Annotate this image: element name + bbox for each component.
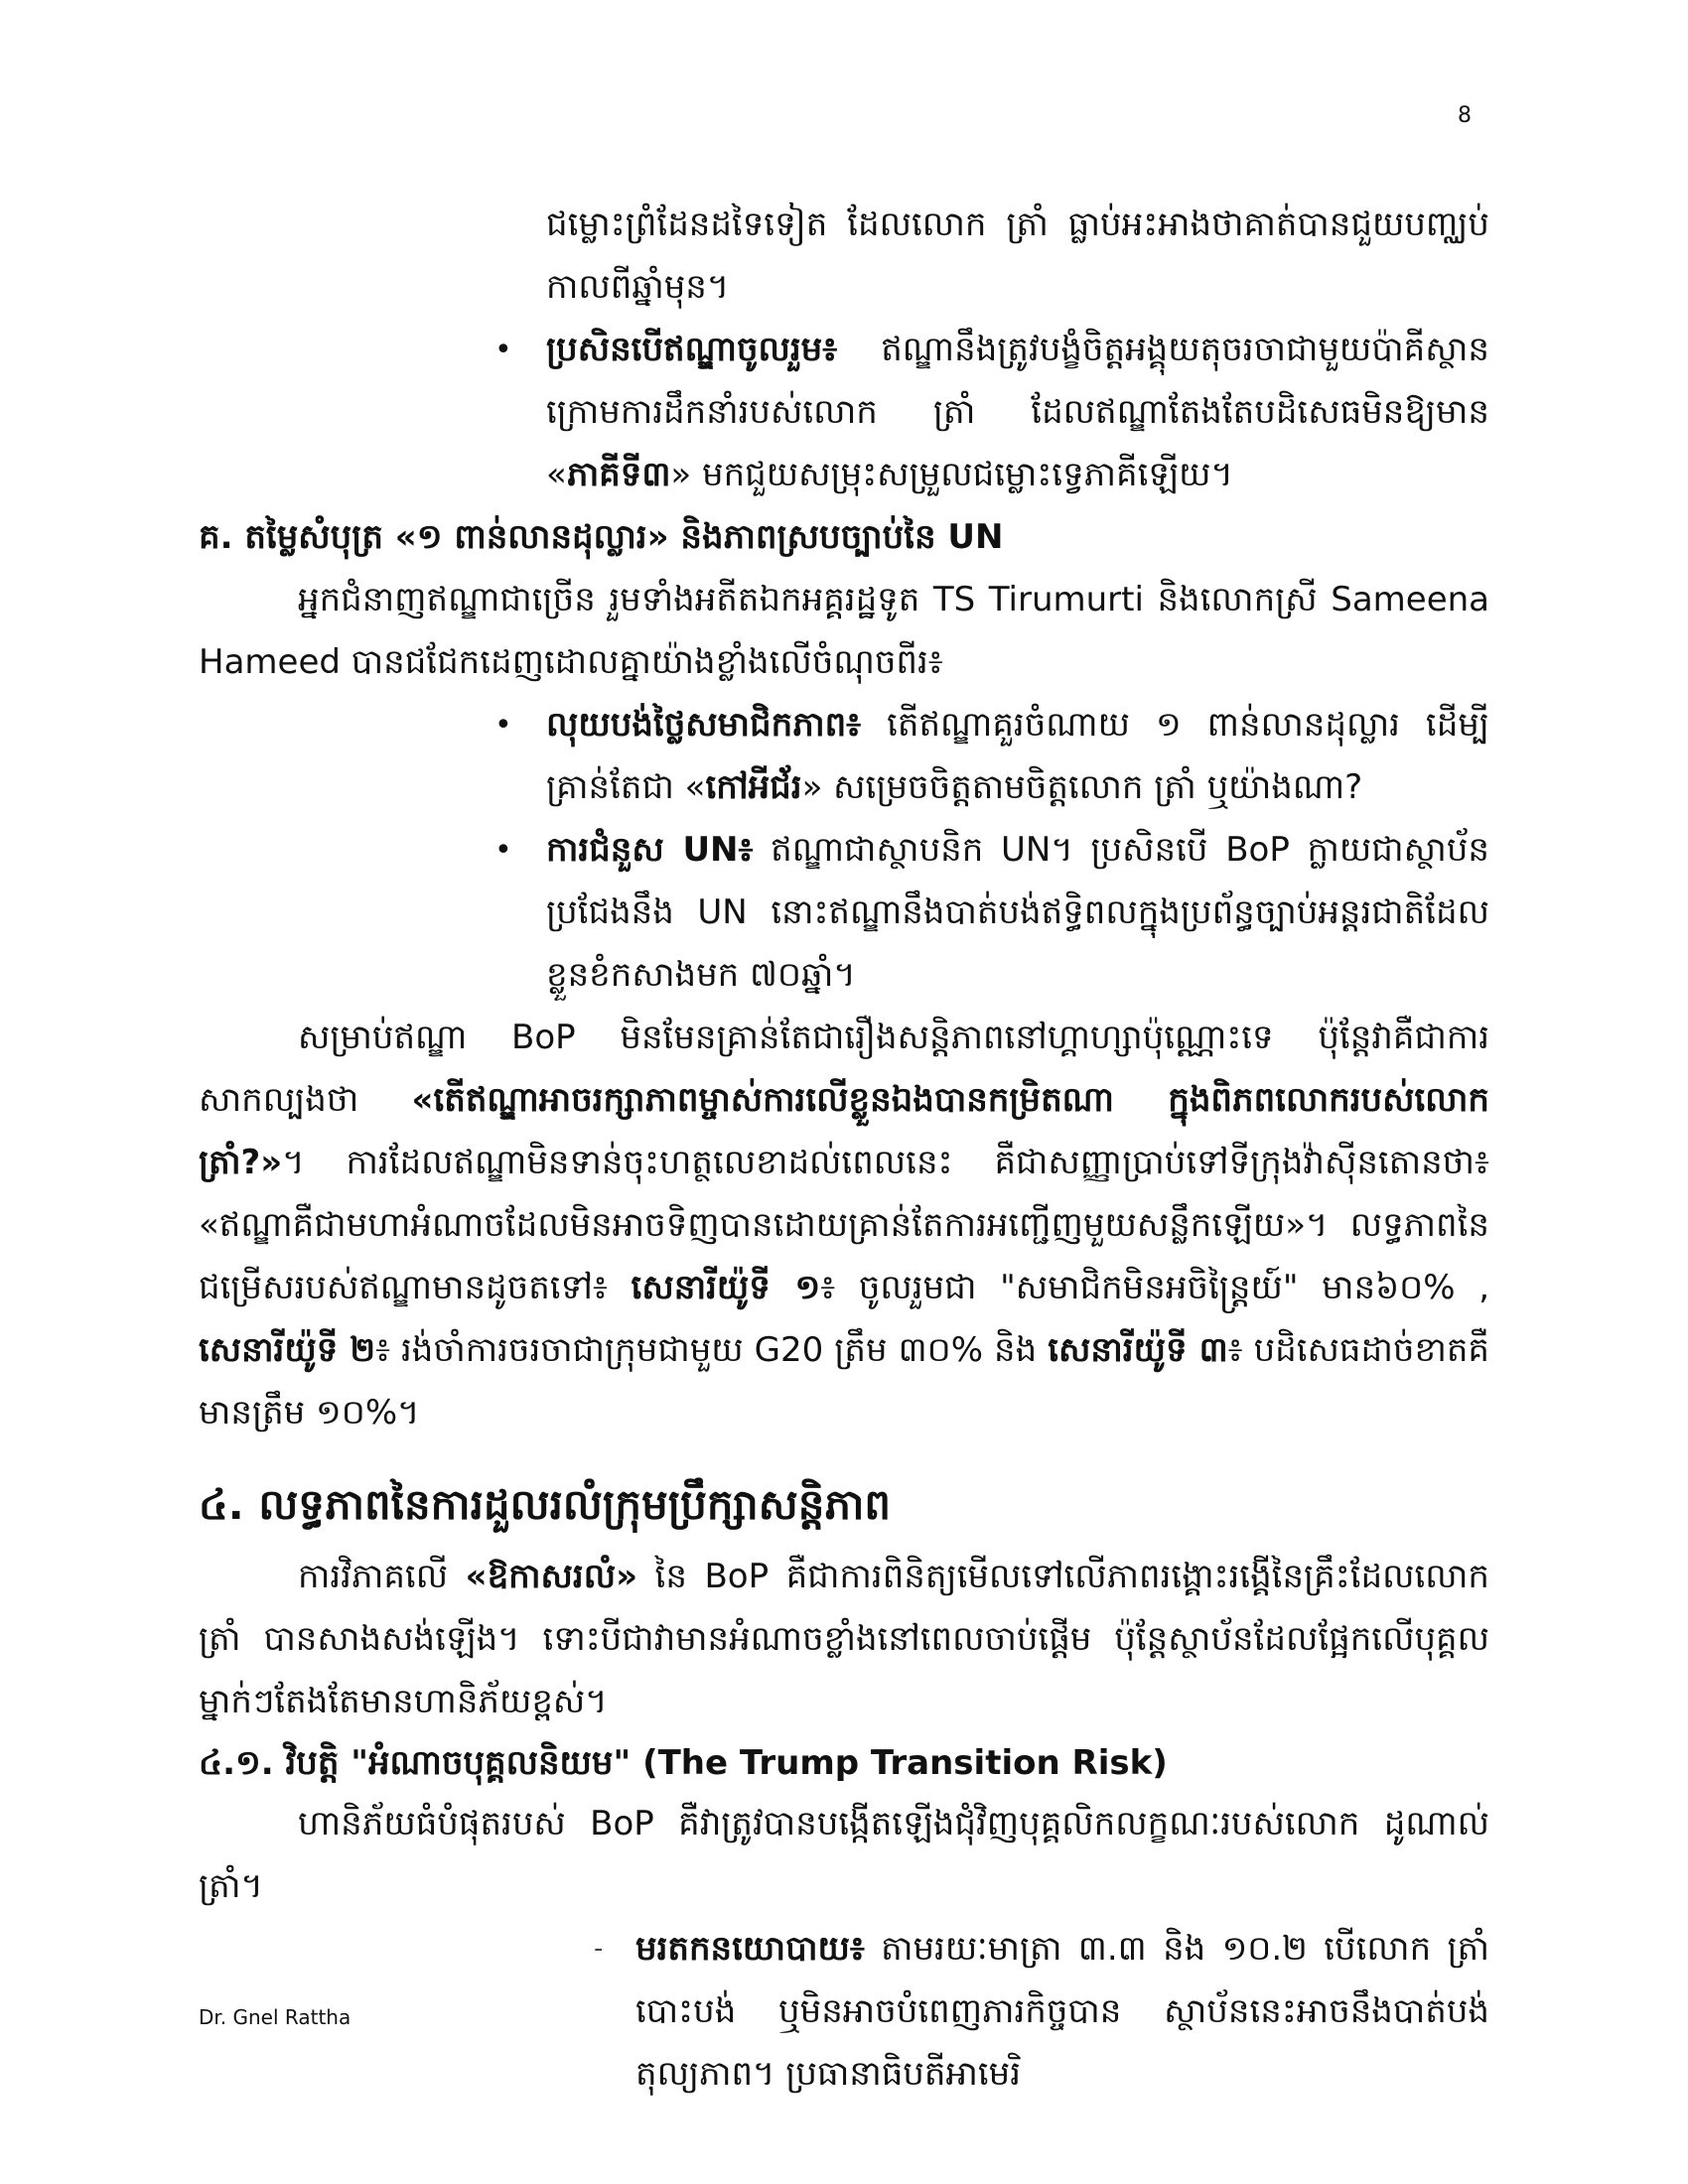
page-number: 8 <box>1458 103 1472 128</box>
section-g-intro: អ្នកជំនាញឥណ្ឌាជាច្រើន រួមទាំងអតីតឯកអគ្គរដ្ឋទូត TS Tirumurti និងលោកស្រី Sameena Hameed បានជជែកដេញដោលគ្នាយ៉ាងខ្លាំងលើចំណុចពីរ៖ <box>199 580 1489 682</box>
scenario-label: សេនារីយ៉ូទី ២ <box>199 1330 376 1370</box>
bullet-text: » មកជួយសម្រុះសម្រួលជម្លោះទ្វេភាគីឡើយ។ <box>670 455 1233 494</box>
section-heading-g: គ. តម្លៃសំបុត្រ «១ ពាន់លានដុល្លារ» និងភាពស្របច្បាប់នៃ UN <box>199 517 1004 557</box>
bullet-item <box>546 819 1489 1007</box>
bullet-list-g <box>199 694 1489 1007</box>
scenario-label: សេនារីយ៉ូទី ៣ <box>1048 1330 1228 1370</box>
bullet-term: កៅអីជ័រ <box>705 767 802 807</box>
paragraph-text: ៖ បដិសេធដាច់ខាតគឺមានត្រឹម ១០%។ <box>199 1330 1489 1433</box>
section-4-paragraph <box>199 1546 1489 1733</box>
scenario-label: សេនារីយ៉ូទី ១ <box>631 1268 821 1307</box>
paragraph-text: សម្រាប់ឥណ្ឌា BoP មិនមែនគ្រាន់តែជារឿងសន្តិភាពនៅហ្គាហ្សាប៉ុណ្ណោះទេ ប៉ុន្តែវាគឺជាការសាកល្បងថា <box>199 1018 1489 1120</box>
paragraph-text: ៖ រង់ចាំការចរចាជាក្រុមជាមួយ G20 ត្រឹម ៣០% និង <box>375 1330 1049 1370</box>
bullet-list-top <box>199 319 1489 506</box>
dash-list <box>199 1918 1489 2106</box>
paragraph-text: ៖ ចូលរួមជា "សមាជិកមិនអចិន្ត្រៃយ៍" មាន៦០% , <box>820 1268 1489 1307</box>
dash-label: មរតកនយោបាយ៖ <box>635 1929 865 1969</box>
bullet-item <box>546 694 1489 819</box>
paragraph-emphasis: «ឱកាសរលំ» <box>465 1557 638 1596</box>
paragraph-emphasis: «តើឥណ្ឌាអាចរក្សាភាពម្ចាស់ការលើខ្លួនឯងបានកម្រិតណា ក្នុងពិភពលោករបស់លោក ត្រាំ?» <box>199 1080 1489 1182</box>
bullet-text: ឥណ្ឌាជាស្ថាបនិក UN។ ប្រសិនបើ BoP ក្លាយជាស្ថាប័នប្រជែងនឹង UN នោះឥណ្ឌានឹងបាត់បង់ឥទ្ធិពលក្នុងប្រព័ន្ធច្បាប់អន្តរជាតិដែលខ្លួនខំកសាងមក ៧០ឆ្នាំ។ <box>546 830 1490 995</box>
heading-subtitle: (The Trump Transition Risk) <box>631 1743 1168 1783</box>
section-4-1-paragraph: ហានិភ័យធំបំផុតរបស់ BoP គឺវាត្រូវបានបង្កើតឡើងជុំវិញបុគ្គលិកលក្ខណៈរបស់លោក ដូណាល់ ត្រាំ។ <box>199 1804 1489 1906</box>
paragraph-text: នៃ BoP គឺជាការពិនិត្យមើលទៅលើភាពរង្គោះរង្គើនៃគ្រឹះដែលលោក ត្រាំ បានសាងសង់ឡើង។ ទោះបីជាវាមានអំណាចខ្លាំងនៅពេលចាប់ផ្តើម ប៉ុន្តែស្ថាប័នដែលផ្អែកលើបុគ្គលម្នាក់ៗតែងតែមានហានិភ័យខ្ពស់។ <box>199 1557 1489 1721</box>
paragraph-text: ការវិភាគលើ <box>298 1557 466 1596</box>
bullet-label: ការជំនួស UN៖ <box>546 830 754 870</box>
continuation-text: ជម្លោះព្រំដែនដទៃទៀត ដែលលោក ត្រាំ ធ្លាប់អះអាងថាគាត់បានជួយបញ្ឈប់កាលពីឆ្នាំមុន។ <box>546 205 1489 307</box>
bullet-label: ប្រសិនបើឥណ្ឌាចូលរួម៖ <box>546 330 838 369</box>
bullet-text: ឥណ្ឌានឹងត្រូវបង្ខំចិត្តអង្គុយតុចរចាជាមួយប៉ាគីស្ថាន ក្រោមការដឹកនាំរបស់លោក ត្រាំ ដែលឥណ្ឌាតែងតែបដិសេធមិនឱ្យមាន « <box>546 330 1489 494</box>
section-heading-4-1 <box>199 1733 1489 1793</box>
paragraph-text: ។ ការដែលឥណ្ឌាមិនទាន់ចុះហត្ថលេខាដល់ពេលនេះ គឺជាសញ្ញាប្រាប់ទៅទីក្រុងវ៉ាស៊ីនតោនថា៖ «ឥណ្ឌាគឺជាមហាអំណាចដែលមិនអាចទិញបានដោយគ្រាន់តែការអញ្ជើញមួយសន្លឹកឡើយ»។ លទ្ធភាពនៃជម្រើសរបស់ឥណ្ឌាមានដូចតទៅ៖ <box>199 1143 1489 1307</box>
dash-text: តាមរយៈមាត្រា ៣.៣ និង ១០.២ បើលោក ត្រាំ បោះបង់ ឬមិនអាចបំពេញភារកិច្ចបាន ស្ថាប័ននេះអាចនឹងបាត់បង់តុល្យភាព។ ប្រធានាធិបតីអាមេរិ <box>635 1929 1489 2094</box>
bullet-term: ភាគីទី៣ <box>566 455 671 494</box>
document-body <box>199 194 1489 2106</box>
bullet-item <box>546 319 1489 506</box>
heading-text: ៤.១. វិបត្តិ "អំណាចបុគ្គលនិយម" <box>199 1743 632 1783</box>
dash-item <box>635 1918 1489 2106</box>
section-heading-4: ៤. លទ្ធភាពនៃការដួលរលំក្រុមប្រឹក្សាសន្តិភាព <box>199 1480 892 1529</box>
footer-author: Dr. Gnel Rattha <box>199 2005 352 2029</box>
bullet-label: លុយបង់ថ្លៃសមាជិកភាព៖ <box>546 705 862 745</box>
bullet-text: តើឥណ្ឌាគួរចំណាយ ១ ពាន់លានដុល្លារ ដើម្បីគ្រាន់តែជា « <box>546 705 1489 807</box>
bullet-text: » សម្រេចចិត្តតាមចិត្តលោក ត្រាំ ឬយ៉ាងណា? <box>801 767 1363 807</box>
summary-paragraph <box>199 1007 1489 1444</box>
